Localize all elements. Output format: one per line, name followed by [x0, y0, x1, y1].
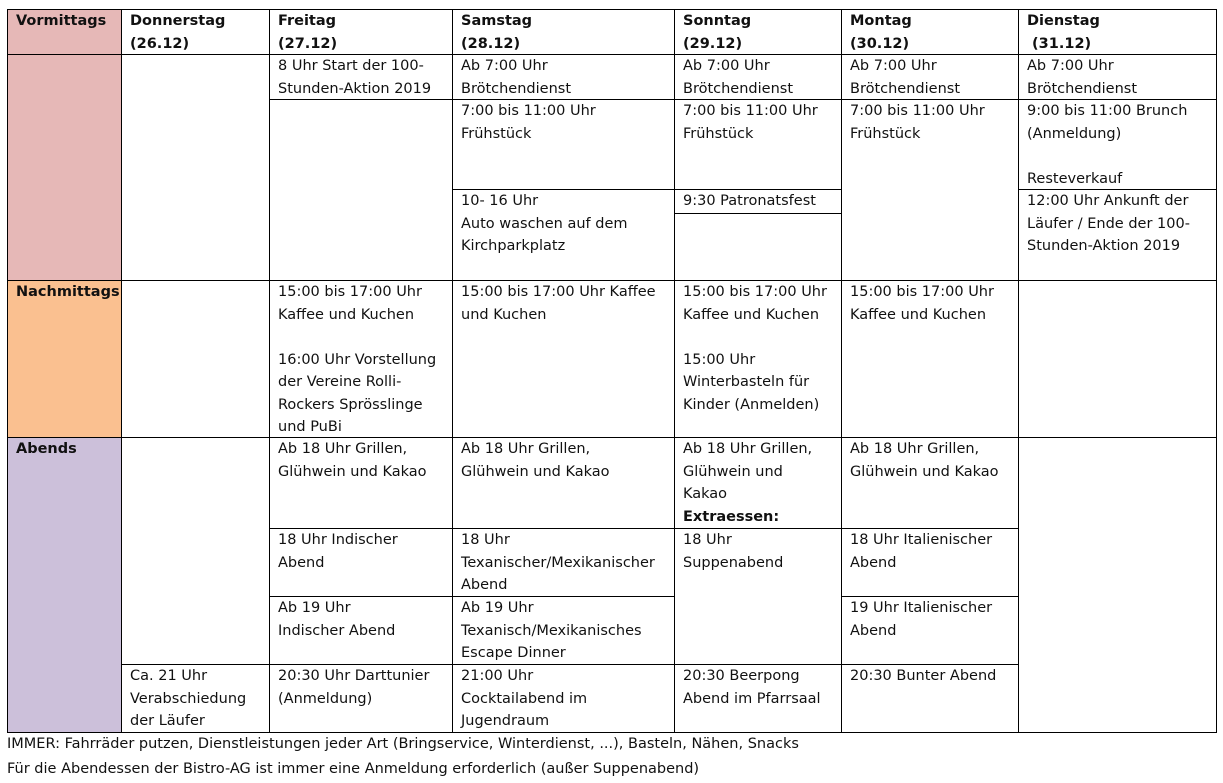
day-date: (26.12) [130, 35, 190, 52]
day-header [1018, 9, 1216, 54]
event-sa-auto: 10- 16 Uhr Auto waschen auf dem Kirchparkplatz [461, 193, 628, 254]
note-anmeldung: Für die Abendessen der Bistro-AG ist immer eine Anmeldung erforderlich (außer Suppenabend) [7, 761, 700, 777]
day-date: (29.12) [683, 35, 743, 52]
event-so-broetchen: Ab 7:00 Uhr Brötchendienst [683, 58, 794, 97]
event-di-brunch: 9:00 bis 11:00 Brunch (Anmeldung) Resteverkauf [1027, 103, 1188, 187]
row-label-nachmittags: Nachmittags [7, 280, 121, 437]
event-fr-start: 8 Uhr Start der 100- Stunden-Aktion 2019 [278, 58, 432, 97]
event-sa-kaffee: 15:00 bis 17:00 Uhr Kaffee und Kuchen [461, 284, 656, 323]
row-label-vormittags: Vormittags [7, 9, 121, 280]
day-name: Samstag [461, 13, 533, 29]
event-fr-kaffee: 15:00 bis 17:00 Uhr Kaffee und Kuchen 16:00 Uhr Vorstellung der Vereine Rolli- Rockers Sprösslinge und PuBi [278, 284, 437, 435]
event-mo-broetchen: Ab 7:00 Uhr Brötchendienst [850, 58, 961, 97]
event-so-kaffee: 15:00 bis 17:00 Uhr Kaffee und Kuchen 15:00 Uhr Winterbasteln für Kinder (Anmelden) [683, 284, 827, 413]
day-date: (28.12) [461, 35, 521, 52]
event-so-fruehstueck: 7:00 bis 11:00 Uhr Frühstück [683, 103, 818, 142]
day-date: (30.12) [850, 35, 910, 52]
event-mo-kaffee: 15:00 bis 17:00 Uhr Kaffee und Kuchen [850, 284, 994, 323]
note-immer: IMMER: Fahrräder putzen, Dienstleistungen jeder Art (Bringservice, Winterdienst, ...), Basteln, Nähen, Snacks [7, 736, 799, 752]
row-label-abends: Abends [7, 437, 121, 732]
day-header [452, 9, 674, 54]
event-fr-indisch19: Ab 19 Uhr Indischer Abend [278, 600, 396, 639]
event-do-abschied: Ca. 21 Uhr Verabschiedung der Läufer [130, 668, 247, 729]
day-name: Dienstag [1027, 13, 1100, 29]
event-fr-dart: 20:30 Uhr Darttunier (Anmeldung) [278, 668, 430, 707]
event-so-grillen: Ab 18 Uhr Grillen, Glühwein und Kakao [683, 441, 813, 502]
event-so-extraessen: Extraessen: [683, 508, 780, 525]
event-sa-cocktail: 21:00 Uhr Cocktailabend im Jugendraum [461, 668, 588, 729]
event-sa-escape: Ab 19 Uhr Texanisch/Mexikanisches Escape Dinner [461, 600, 642, 661]
event-sa-grillen: Ab 18 Uhr Grillen, Glühwein und Kakao [461, 441, 610, 480]
day-header [121, 9, 269, 54]
event-di-broetchen: Ab 7:00 Uhr Brötchendienst [1027, 58, 1138, 97]
event-fr-grillen: Ab 18 Uhr Grillen, Glühwein und Kakao [278, 441, 427, 480]
day-name: Sonntag [683, 13, 752, 29]
event-sa-broetchen: Ab 7:00 Uhr Brötchendienst [461, 58, 572, 97]
event-mo-ital18: 18 Uhr Italienischer Abend [850, 532, 993, 571]
event-fr-indisch: 18 Uhr Indischer Abend [278, 532, 398, 571]
event-sa-texan: 18 Uhr Texanischer/Mexikanischer Abend [461, 532, 655, 593]
event-so-patronat: 9:30 Patronatsfest [683, 193, 816, 209]
day-date: (27.12) [278, 35, 338, 52]
event-sa-fruehstueck: 7:00 bis 11:00 Uhr Frühstück [461, 103, 596, 142]
day-header [841, 9, 1018, 54]
event-di-ankunft: 12:00 Uhr Ankunft der Läufer / Ende der 100- Stunden-Aktion 2019 [1027, 193, 1190, 254]
day-name: Freitag [278, 13, 337, 29]
day-header [674, 9, 841, 54]
event-so-beerpong: 20:30 Beerpong Abend im Pfarrsaal [683, 668, 821, 707]
event-mo-ital19: 19 Uhr Italienischer Abend [850, 600, 993, 639]
event-mo-fruehstueck: 7:00 bis 11:00 Uhr Frühstück [850, 103, 985, 142]
event-so-suppe: 18 Uhr Suppenabend [683, 532, 784, 571]
day-date: (31.12) [1027, 35, 1092, 52]
day-name: Montag [850, 13, 912, 29]
event-mo-bunt: 20:30 Bunter Abend [850, 668, 997, 684]
day-header [269, 9, 452, 54]
event-mo-grillen: Ab 18 Uhr Grillen, Glühwein und Kakao [850, 441, 999, 480]
event-so-grillen-cell [674, 437, 841, 528]
day-name: Donnerstag [130, 13, 226, 29]
